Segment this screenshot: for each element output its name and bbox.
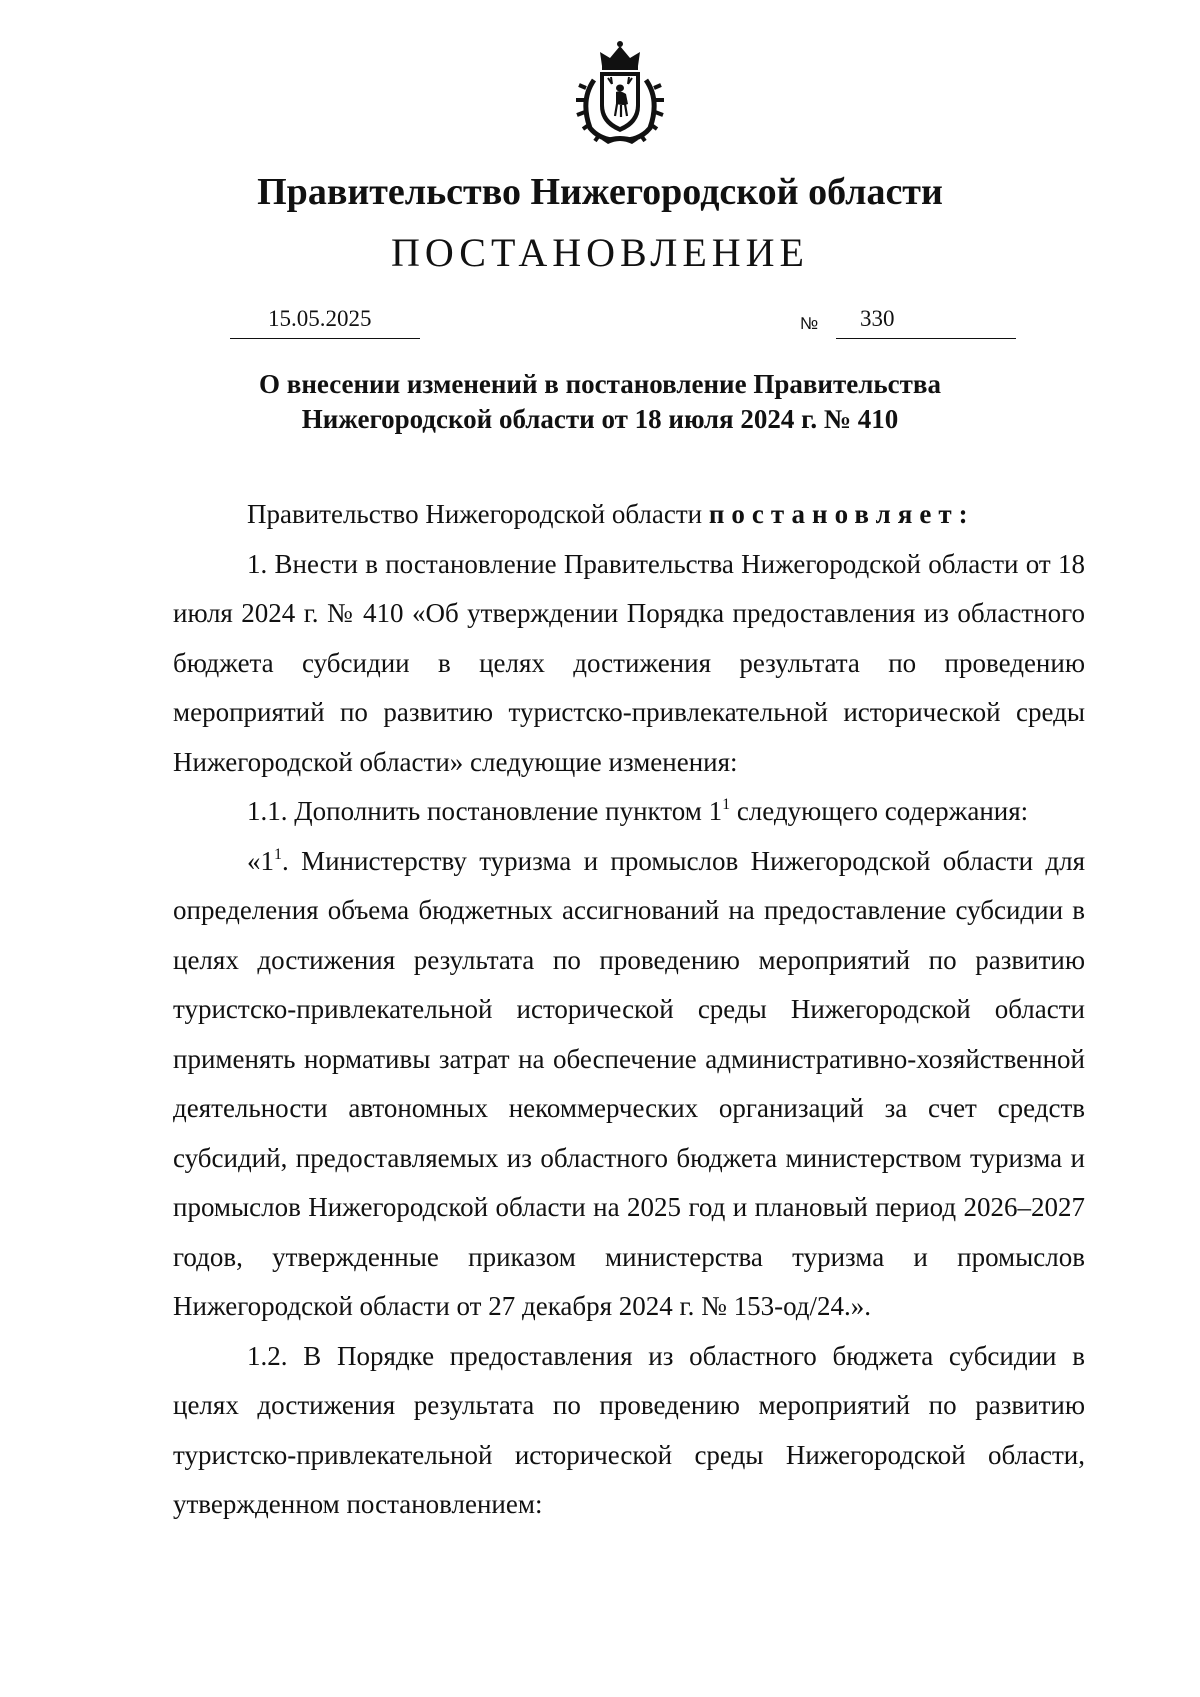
intro-text: Правительство Нижегородской области xyxy=(247,499,703,529)
document-subject xyxy=(0,367,1200,437)
quoted-clause-superscript: 1 xyxy=(274,845,282,863)
intro-paragraph xyxy=(173,490,1085,540)
date-field xyxy=(230,304,420,339)
item-1: 1. Внести в постановление Правительства Нижегородской области от 18 июля 2024 г. № 410 «Об утверждении Порядка предоставления из областного бюджета субсидии в целях достижения результата по проведению мероприятий по развитию туристско-привлекательной исторической среды Нижегородской области» следующие изменения: xyxy=(173,548,1085,777)
number-field xyxy=(836,304,1016,339)
item-1-1-text: 1.1. Дополнить постановление пунктом 1 xyxy=(247,796,723,826)
number-value: 330 xyxy=(860,306,895,331)
document-body xyxy=(173,490,1085,1530)
number-label: № xyxy=(800,314,819,333)
date-value: 15.05.2025 xyxy=(268,306,372,331)
item-1-2: 1.2. В Порядке предоставления из областного бюджета субсидии в целях достижения результата по проведению мероприятий по развитию туристско-привлекательной исторической среды Нижегородской области, утвержденном постановлением: xyxy=(173,1340,1085,1519)
quoted-clause xyxy=(173,837,1085,1332)
item-1-1-text-end: следующего содержания: xyxy=(730,796,1029,826)
item-1-1-superscript: 1 xyxy=(722,796,731,813)
quoted-clause-text: . Министерству туризма и промыслов Нижегородской области для определения объема бюджетных ассигнований на предоставление субсидии в целях достижения результата по проведению мероприятий по развитию туристско-привлекательной исторической среды Нижегородской области применять нормативы затрат на обеспечение административно-хозяйственной деятельности автономных некоммерческих организаций за счет средств субсидий, предоставляемых из областного бюджета министерством туризма и промыслов Нижегородской области на 2025 год и плановый период 2026–2027 годов, утвержденные приказом министерства туризма и промыслов Нижегородской области от 27 декабря 2024 г. № 153-од/24.». xyxy=(173,845,1085,1321)
organization-title: Правительство Нижегородской области xyxy=(257,171,943,213)
item-1-1 xyxy=(173,787,1085,837)
document-type: ПОСТАНОВЛЕНИЕ xyxy=(391,230,809,275)
quoted-clause-number: «1 xyxy=(247,845,274,876)
coat-of-arms-icon xyxy=(572,40,668,146)
subject-line-2: Нижегородской области от 18 июля 2024 г. № 410 xyxy=(301,404,899,434)
subject-line-1: О внесении изменений в постановление Правительства xyxy=(259,369,941,399)
decree-word: постановляет: xyxy=(708,499,975,529)
